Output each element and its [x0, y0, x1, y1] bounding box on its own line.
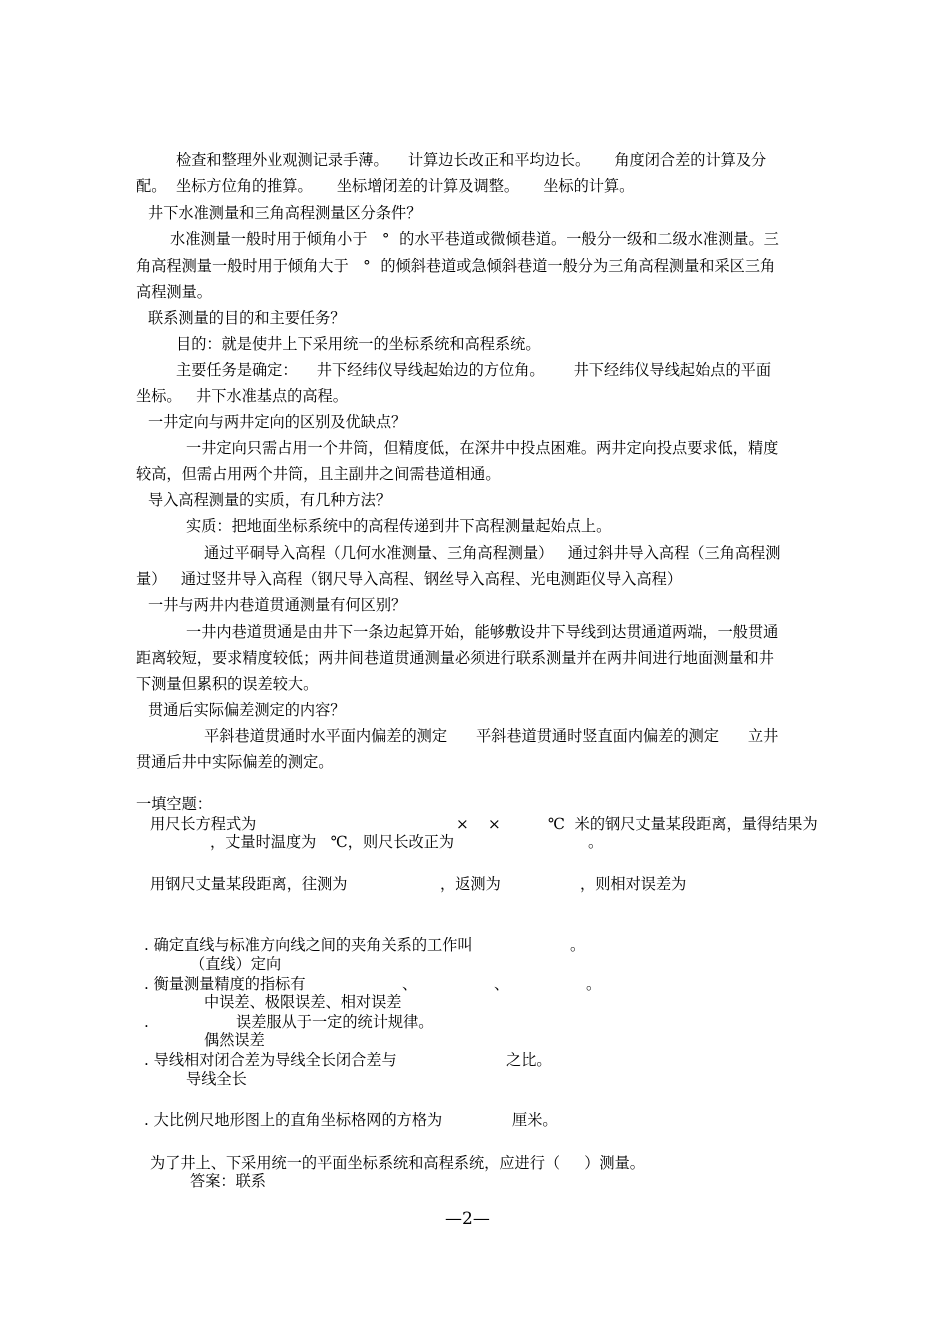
text-line: 目的：就是使井上下采用统一的坐标系统和高程系统。: [176, 335, 541, 353]
text-line: 量） 通过竖井导入高程（钢尺导入高程、钢丝导入高程、光电测距仪导入高程）: [136, 570, 683, 588]
text-line: 平斜巷道贯通时水平面内偏差的测定 平斜巷道贯通时竖直面内偏差的测定 立井: [204, 727, 779, 745]
text-line: 通过平硐导入高程（几何水准测量、三角高程测量） 通过斜井导入高程（三角高程测: [204, 544, 781, 562]
section-heading: 一填空题：: [136, 795, 212, 813]
fill-in-question: 之比。: [506, 1051, 552, 1069]
question-heading: 井下水准测量和三角高程测量区分条件？: [148, 204, 422, 222]
fill-in-question: 厘米。: [512, 1111, 558, 1129]
question-heading: 导入高程测量的实质，有几种方法？: [148, 491, 391, 509]
question-heading: 一井与两井内巷道贯通测量有何区别？: [148, 596, 407, 614]
fill-in-question: 误差服从于一定的统计规律。: [236, 1013, 434, 1031]
fill-in-question: × ×: [456, 815, 501, 833]
text-line: 高程测量。: [136, 283, 212, 301]
page-number: —2—: [445, 1209, 490, 1229]
answer-text: 偶然误差: [204, 1031, 265, 1049]
text-line: 较高，但需占用两个井筒，且主副井之间需巷道相通。: [136, 465, 501, 483]
fill-in-question: . 导线相对闭合差为导线全长闭合差与: [144, 1051, 397, 1069]
fill-in-question: . 衡量测量精度的指标有: [144, 975, 306, 993]
question-heading: 一井定向与两井定向的区别及优缺点？: [148, 413, 407, 431]
text-line: 贯通后井中实际偏差的测定。: [136, 753, 334, 771]
fill-in-question: ，丈量时温度为 ℃，则尺长改正为: [210, 833, 455, 851]
fill-in-question: . 确定直线与标准方向线之间的夹角关系的工作叫: [144, 936, 473, 954]
fill-in-question: .: [144, 1013, 149, 1031]
fill-in-question: ℃ 米的钢尺丈量某段距离，量得结果为: [548, 815, 818, 833]
text-line: 配。 坐标方位角的推算。 坐标增闭差的计算及调整。 坐标的计算。: [136, 177, 635, 195]
fill-in-question: ，则相对误差为: [580, 875, 687, 893]
text-line: 下测量但累积的误差较大。: [136, 675, 319, 693]
fill-in-question: 为了井上、下采用统一的平面坐标系统和高程系统，应进行（ ）测量。: [150, 1154, 645, 1172]
fill-in-question: 、: [402, 975, 418, 993]
fill-in-question: . 大比例尺地形图上的直角坐标格网的方格为: [144, 1111, 443, 1129]
text-line: 实质：把地面坐标系统中的高程传递到井下高程测量起始点上。: [186, 517, 612, 535]
answer-text: （直线）定向: [190, 955, 282, 973]
text-line: 距离较短，要求精度较低；两井间巷道贯通测量必须进行联系测量并在两井间进行地面测量和井: [136, 649, 774, 667]
fill-in-question: 用钢尺丈量某段距离，往测为: [150, 875, 348, 893]
answer-text: 导线全长: [186, 1070, 247, 1088]
fill-in-question: 用尺长方程式为: [150, 815, 257, 833]
question-heading: 贯通后实际偏差测定的内容？: [148, 701, 346, 719]
question-heading: 联系测量的目的和主要任务？: [148, 309, 346, 327]
fill-in-question: 、: [494, 975, 510, 993]
answer-text: 中误差、极限误差、相对误差: [204, 993, 402, 1011]
fill-in-question: 。: [570, 936, 586, 954]
text-line: 角高程测量一般时用于倾角大于 ° 的倾斜巷道或急倾斜巷道一般分为三角高程测量和采区三角: [136, 257, 776, 275]
answer-text: 答案：联系: [190, 1172, 266, 1190]
fill-in-question: ，返测为: [440, 875, 501, 893]
text-line: 主要任务是确定： 井下经纬仪导线起始边的方位角。 井下经纬仪导线起始点的平面: [176, 361, 772, 379]
text-line: 一井内巷道贯通是由井下一条边起算开始，能够敷设井下导线到达贯通道两端，一般贯通: [186, 623, 779, 641]
text-line: 检查和整理外业观测记录手薄。 计算边长改正和平均边长。 角度闭合差的计算及分: [176, 151, 767, 169]
text-line: 水准测量一般时用于倾角小于 ° 的水平巷道或微倾巷道。一般分一级和二级水准测量。三: [170, 230, 779, 248]
fill-in-question: 。: [588, 833, 604, 851]
text-line: 一井定向只需占用一个井筒，但精度低，在深井中投点困难。两井定向投点要求低，精度: [186, 439, 779, 457]
fill-in-question: 。: [586, 975, 602, 993]
text-line: 坐标。 井下水准基点的高程。: [136, 387, 348, 405]
